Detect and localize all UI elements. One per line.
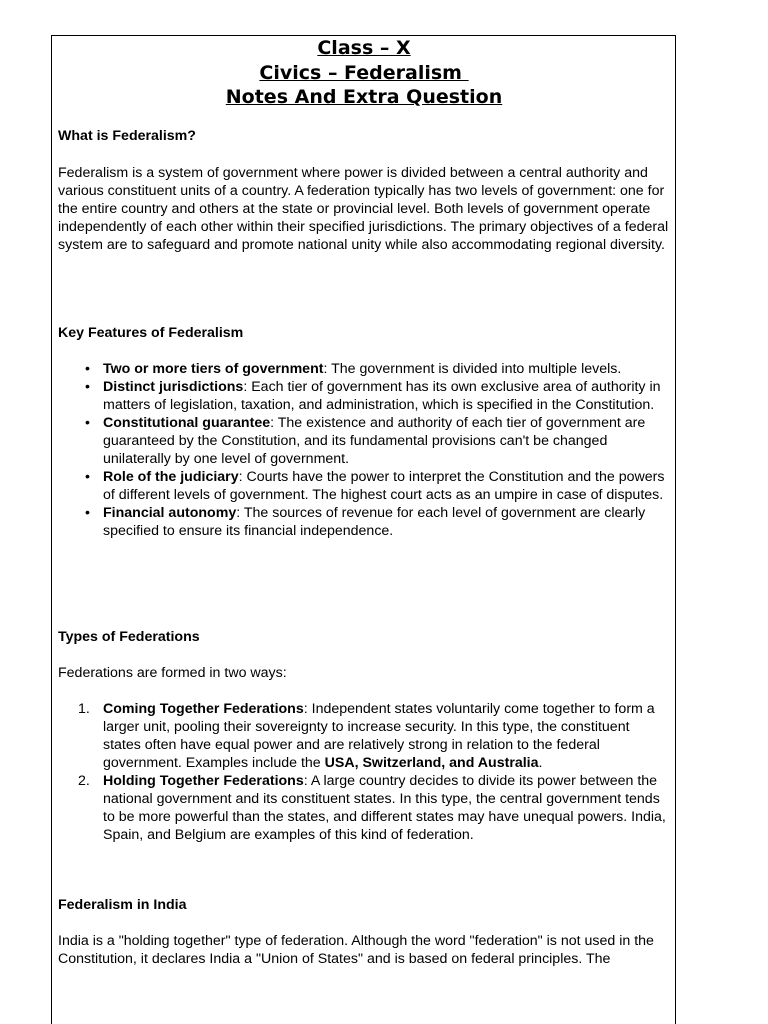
feature-text: : Courts have the power to interpret the Constitution and the powers of different levels of government. The highest court acts as an umpire in case of disputes. <box>103 469 665 503</box>
types-list <box>58 700 670 844</box>
list-item <box>58 700 670 772</box>
type-examples: USA, Switzerland, and Australia <box>324 755 539 771</box>
list-number: 1. <box>78 701 90 717</box>
list-item <box>58 378 670 414</box>
feature-text: : The existence and authority of each tier of government are guaranteed by the Constitution, and its fundamental provisions can't be changed unilaterally by one level of government. <box>103 415 646 467</box>
feature-title: Role of the judiciary <box>103 469 239 485</box>
heading-federalism-in-india: Federalism in India <box>58 897 187 913</box>
bullet-icon: • <box>85 469 90 485</box>
list-number: 2. <box>78 773 90 789</box>
title-subject: Civics – Federalism <box>259 61 469 84</box>
paragraph-what-is-federalism: Federalism is a system of government where power is divided between a central authority and various constituent units of a country. A federation typically has two levels of government: one for the entire country and others at the state or provincial level. Both levels of government operate independently of each other within their specified jurisdictions. The primary objectives of a federal system are to safeguard and promote national unity while also accommodating regional diversity. <box>58 165 669 253</box>
paragraph-types-intro: Federations are formed in two ways: <box>58 665 287 681</box>
type-text: : A large country decides to divide its power between the national government and its constituent states. In this type, the central government tends to be more powerful than the states, and different states may have unequal powers. India, Spain, and Belgium are examples of this kind of federation. <box>103 773 666 843</box>
document-page <box>51 35 676 1024</box>
bullet-icon: • <box>85 361 90 377</box>
list-item <box>58 468 670 504</box>
type-title: Coming Together Federations <box>103 701 304 717</box>
list-item <box>58 360 670 378</box>
list-item <box>58 504 670 540</box>
heading-types-of-federations: Types of Federations <box>58 629 200 645</box>
feature-text: : The sources of revenue for each level of government are clearly specified to ensure its financial independence. <box>103 505 646 539</box>
feature-title: Constitutional guarantee <box>103 415 271 431</box>
type-text-end: . <box>538 755 543 771</box>
feature-title: Two or more tiers of government <box>103 361 324 377</box>
list-item <box>58 772 670 844</box>
bullet-icon: • <box>85 379 90 395</box>
title-notes: Notes And Extra Question <box>225 86 503 108</box>
feature-text: : The government is divided into multiple levels. <box>323 361 622 377</box>
bullet-icon: • <box>85 415 90 431</box>
page-content <box>58 36 670 967</box>
type-title: Holding Together Federations <box>103 773 304 789</box>
title-class: Class – X <box>317 37 411 59</box>
paragraph-federalism-in-india: India is a "holding together" type of federation. Although the word "federation" is not used in the Constitution, it declares India a "Union of States" and is based on federal principles. The <box>58 933 654 967</box>
heading-key-features: Key Features of Federalism <box>58 325 244 341</box>
feature-title: Financial autonomy <box>103 505 237 521</box>
type-text: : Independent states voluntarily come together to form a larger unit, pooling their sovereignty to increase security. In this type, the constituent states often have equal power and are relatively strong in relation to the federal government. Examples include the <box>103 701 655 771</box>
list-item <box>58 414 670 468</box>
feature-text: : Each tier of government has its own exclusive area of authority in matters of legislation, taxation, and administration, which is specified in the Constitution. <box>103 379 661 413</box>
bullet-icon: • <box>85 505 90 521</box>
feature-title: Distinct jurisdictions <box>103 379 244 395</box>
document-title <box>58 36 670 110</box>
key-features-list <box>58 360 670 540</box>
heading-what-is-federalism: What is Federalism? <box>58 128 196 144</box>
